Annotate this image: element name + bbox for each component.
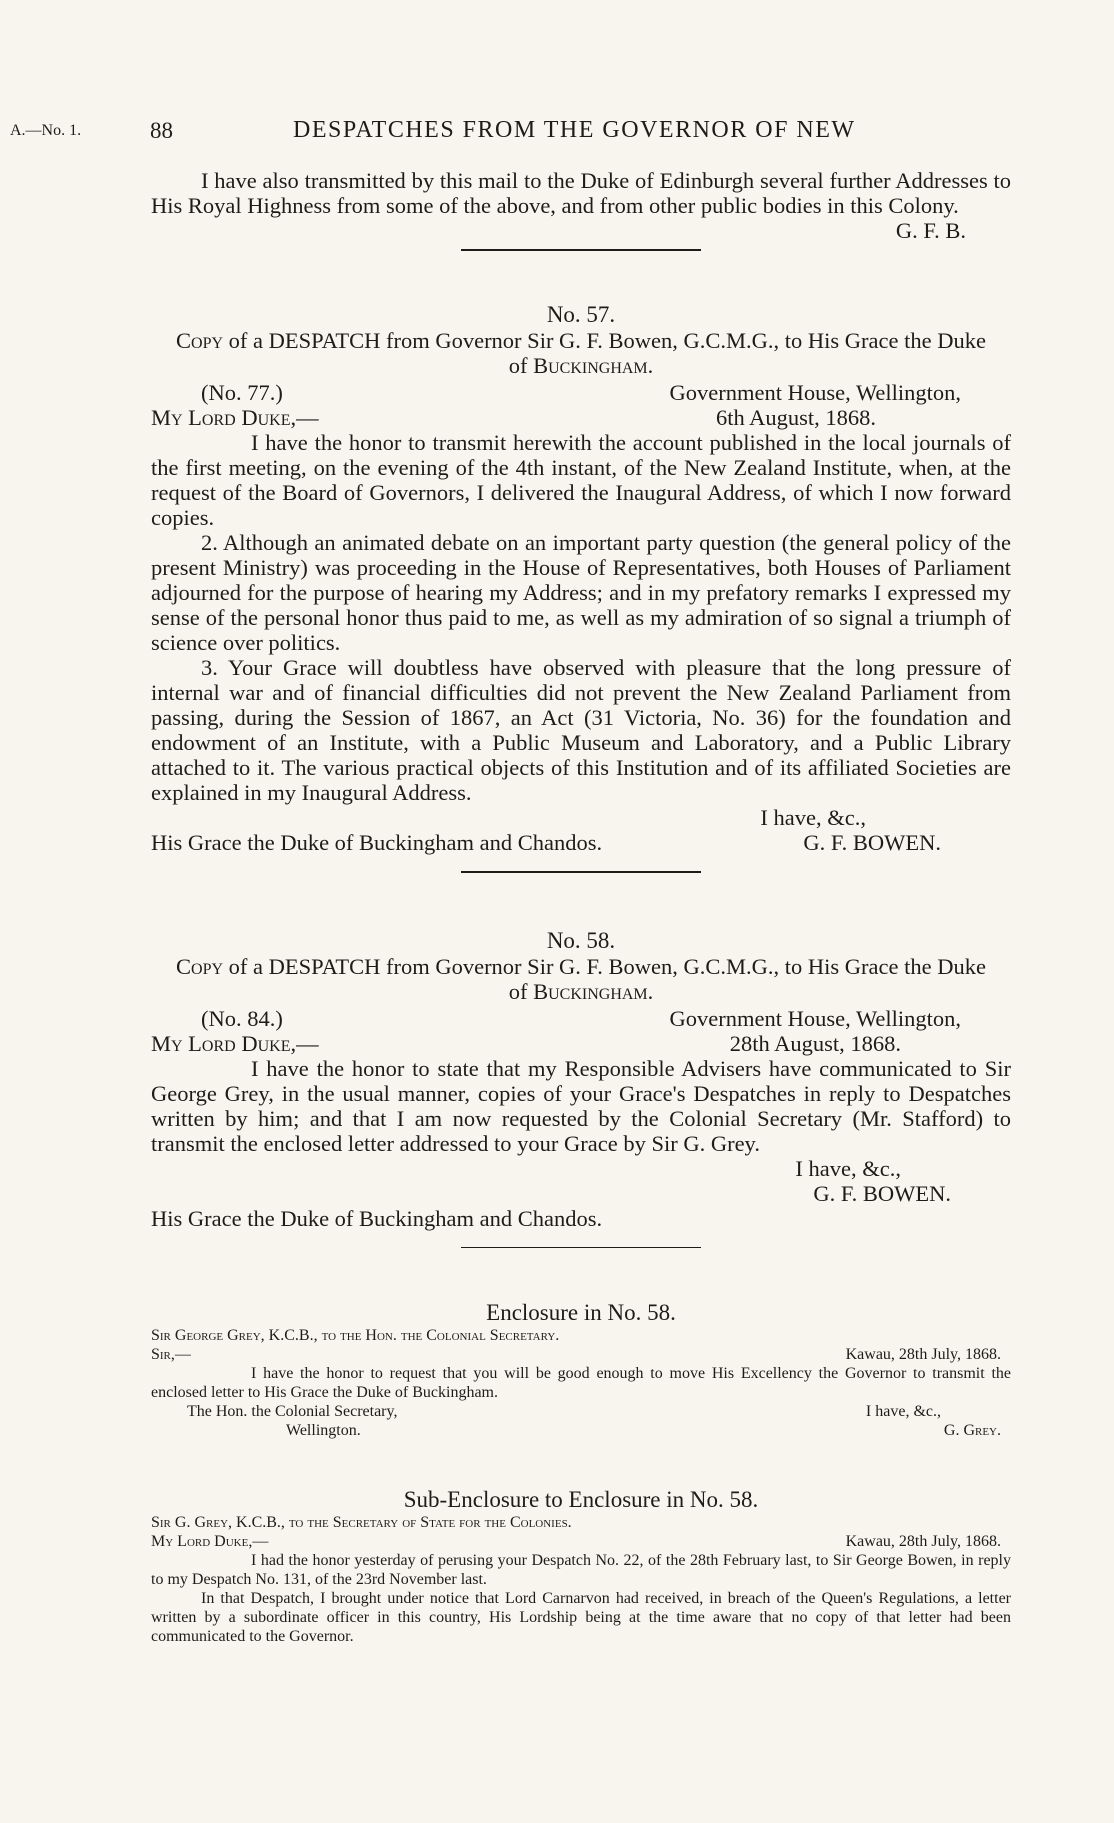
despatch-place: Government House, Wellington, xyxy=(669,1006,961,1031)
section-divider xyxy=(461,871,701,873)
enclosure-date: Kawau, 28th July, 1868. xyxy=(845,1346,1001,1363)
signature: G. F. BOWEN. xyxy=(813,1181,951,1206)
despatch-58 xyxy=(151,928,1011,1258)
running-title: DESPATCHES FROM THE GOVERNOR OF NEW xyxy=(293,117,856,143)
intro-signature: G. F. B. xyxy=(895,218,966,243)
signature: G. Grey. xyxy=(943,1422,1001,1439)
reference-row xyxy=(151,1006,1011,1031)
signature: G. F. BOWEN. xyxy=(803,830,941,855)
enclosure-salutation-row xyxy=(151,1345,1011,1364)
salutation: Sir,— xyxy=(151,1346,191,1363)
signoff-row xyxy=(151,830,1011,855)
closing: I have, &c., xyxy=(760,805,866,830)
paragraph-1: I have the honor to state that my Responsible Advisers have communicated to Sir George Grey, in the usual manner, copies of your Grace's Despatches in reply to Despatches written by him; and that I am now requested by the Colonial Secretary (Mr. Stafford) to transmit the enclosed letter addressed to your Grace by Sir G. Grey. xyxy=(151,1056,1011,1156)
despatch-heading xyxy=(151,954,1011,1004)
salutation: My Lord Duke,— xyxy=(151,405,319,430)
despatch-number: No. 58. xyxy=(546,928,616,953)
closing: I have, &c., xyxy=(865,1403,941,1420)
sub-enclosure-byline: Sir G. Grey, K.C.B., to the Secretary of State for the Colonies. xyxy=(151,1514,572,1531)
despatch-57 xyxy=(151,302,1011,883)
copy-prefix: Copy xyxy=(176,328,224,353)
despatch-ref: (No. 84.) xyxy=(201,1006,283,1031)
header-reference: A.—No. 1. xyxy=(10,122,82,139)
addressee: His Grace the Duke of Buckingham and Chandos. xyxy=(151,830,603,855)
enclosure-signoff-row xyxy=(151,1402,1011,1421)
sub-enclosure-date: Kawau, 28th July, 1868. xyxy=(845,1533,1001,1550)
addressee-city: Wellington. xyxy=(286,1422,361,1439)
intro-section xyxy=(151,168,1011,261)
salutation-row xyxy=(151,405,1011,430)
heading-text: of a DESPATCH from Governor Sir G. F. Bowen, G.C.M.G., to His Grace the Duke of xyxy=(228,328,986,378)
enclosure-byline: Sir George Grey, K.C.B., to the Hon. the Colonial Secretary. xyxy=(151,1327,560,1344)
addressee: The Hon. the Colonial Secretary, xyxy=(187,1403,398,1420)
section-divider xyxy=(461,249,701,251)
salutation-row xyxy=(151,1031,1011,1056)
enclosure-58 xyxy=(151,1300,1011,1440)
despatch-number: No. 57. xyxy=(546,302,616,327)
sub-enclosure-58 xyxy=(151,1487,1011,1646)
despatch-heading xyxy=(151,328,1011,378)
page-number: 88 xyxy=(150,118,173,143)
enclosure-signoff-row xyxy=(151,1421,1011,1440)
despatch-ref: (No. 77.) xyxy=(201,380,283,405)
enclosure-title: Enclosure in No. 58. xyxy=(486,1300,676,1325)
paragraph-1: I had the honor yesterday of perusing your Despatch No. 22, of the 28th February last, to Sir George Bowen, in reply to my Despatch No. 131, of the 23rd November last. xyxy=(151,1552,1011,1588)
reference-row xyxy=(151,380,1011,405)
heading-addressee: Buckingham. xyxy=(533,353,654,378)
intro-paragraph: I have also transmitted by this mail to the Duke of Edinburgh several further Addresses to His Royal Highness from some of the above, and from other public bodies in this Colony. xyxy=(151,168,1011,218)
paragraph-1: I have the honor to transmit herewith the account published in the local journals of the first meeting, on the evening of the 4th instant, of the New Zealand Institute, when, at the request of the Board of Governors, I delivered the Inaugural Address, of which I now forward copies. xyxy=(151,430,1011,530)
paragraph-2: In that Despatch, I brought under notice that Lord Carnarvon had received, in breach of the Queen's Regulations, a letter written by a subordinate officer in this country, His Lordship being at the time aware that no copy of that letter had been communicated to the Governor. xyxy=(151,1590,1011,1645)
enclosure-body: I have the honor to request that you will be good enough to move His Excellency the Governor to transmit the enclosed letter to His Grace the Duke of Buckingham. xyxy=(151,1365,1011,1401)
despatch-date: 28th August, 1868. xyxy=(729,1031,901,1056)
sub-enclosure-title: Sub-Enclosure to Enclosure in No. 58. xyxy=(403,1487,759,1512)
closing: I have, &c., xyxy=(795,1156,901,1181)
salutation: My Lord Duke,— xyxy=(151,1533,269,1550)
paragraph-2: 2. Although an animated debate on an important party question (the general policy of the present Ministry) was proceeding in the House of Representatives, both Houses of Parliament adjourned for the purpose of hearing my Address; and in my prefatory remarks I expressed my sense of the personal honor thus paid to me, as well as my admiration of so signal a triumph of science over politics. xyxy=(151,530,1011,655)
despatch-date: 6th August, 1868. xyxy=(715,405,876,430)
paragraph-3: 3. Your Grace will doubtless have observed with pleasure that the long pressure of internal war and of financial difficulties did not prevent the New Zealand Parliament from passing, during the Session of 1867, an Act (31 Victoria, No. 36) for the foundation and endowment of an Institute, with a Public Museum and Laboratory, and a Public Library attached to it. The various practical objects of this Institution and of its affiliated Societies are explained in my Inaugural Address. xyxy=(151,655,1011,805)
heading-text: of a DESPATCH from Governor Sir G. F. Bowen, G.C.M.G., to His Grace the Duke of xyxy=(228,954,986,1004)
copy-prefix: Copy xyxy=(176,954,224,979)
despatch-place: Government House, Wellington, xyxy=(669,380,961,405)
salutation: My Lord Duke,— xyxy=(151,1031,319,1056)
sub-enclosure-salutation-row xyxy=(151,1532,1011,1551)
heading-addressee: Buckingham. xyxy=(533,979,654,1004)
section-divider xyxy=(461,1247,701,1248)
addressee: His Grace the Duke of Buckingham and Chandos. xyxy=(151,1206,603,1231)
